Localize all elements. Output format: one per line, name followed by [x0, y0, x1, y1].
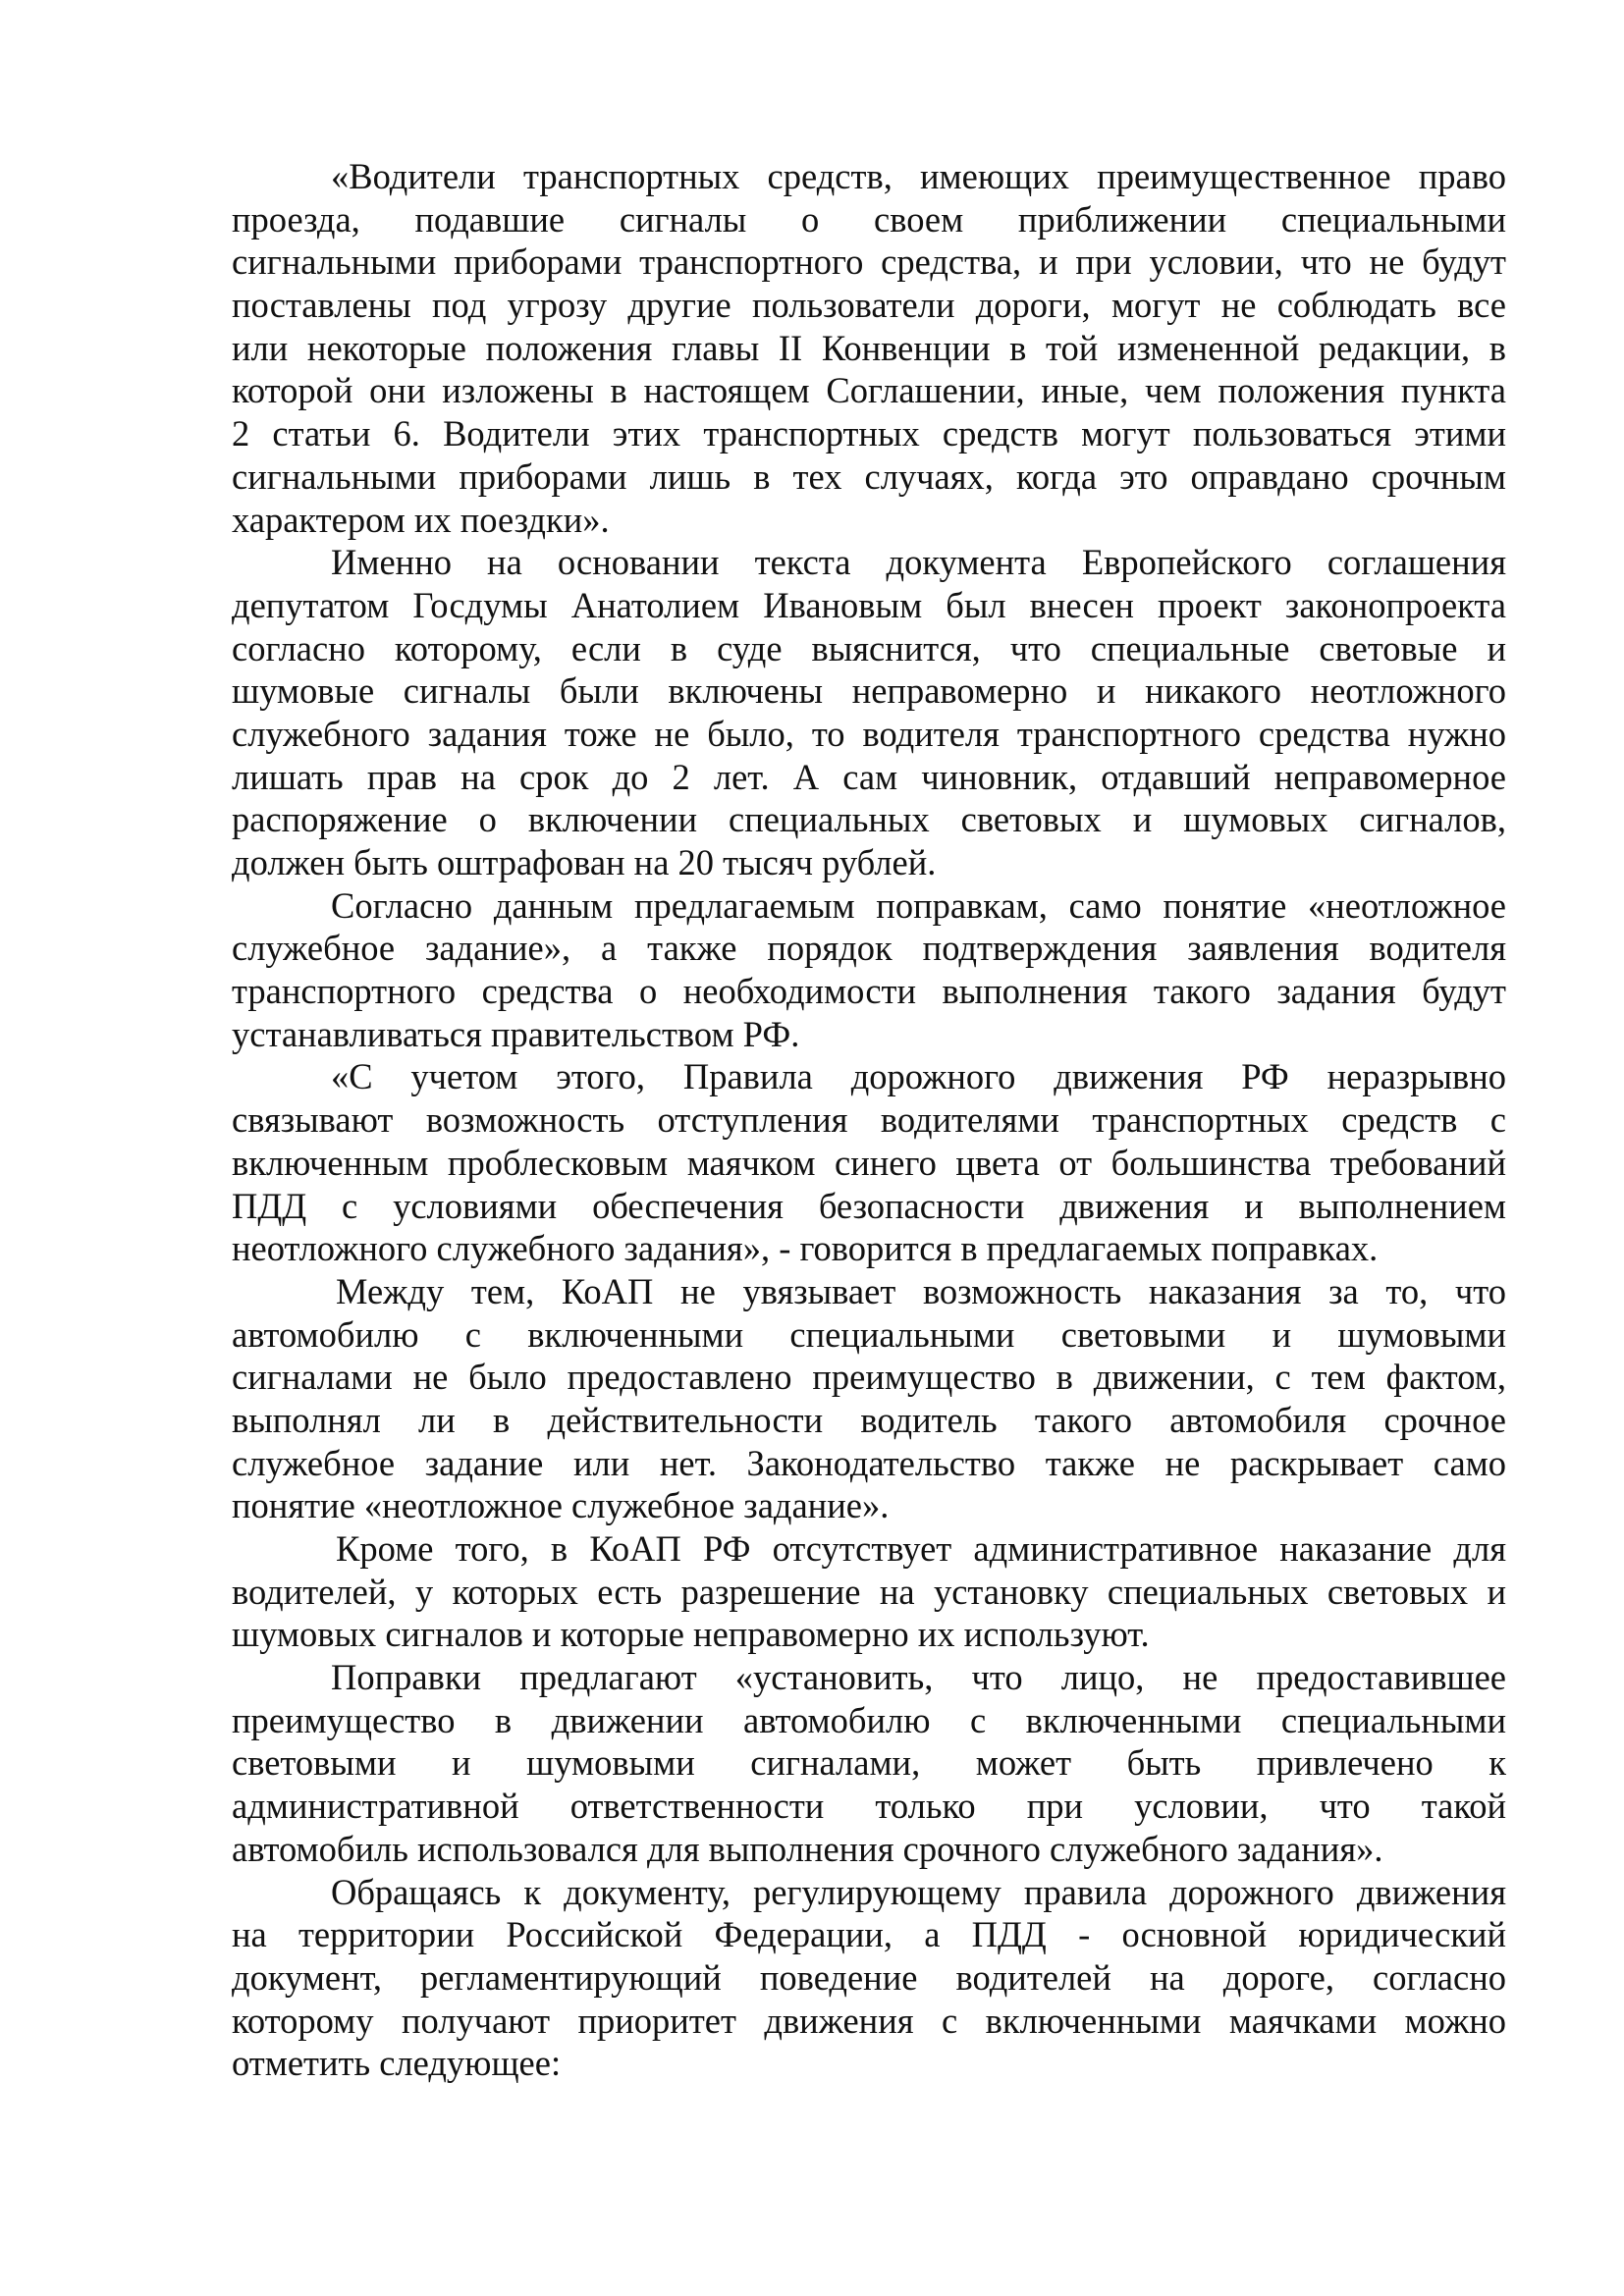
text-line: должен быть оштрафован на 20 тысяч рублей. — [232, 842, 937, 882]
text-line: транспортного средства о необходимости выполнения такого задания будут — [232, 971, 1506, 1012]
text-line: световыми и шумовыми сигналами, может быть привлечено к — [232, 1742, 1506, 1784]
text-line: устанавливаться правительством РФ. — [232, 1013, 800, 1054]
text-line: Поправки предлагают «установить, что лицо, не предоставившее — [331, 1657, 1506, 1698]
text-line: понятие «неотложное служебное задание». — [232, 1485, 890, 1526]
text-line: Согласно данным предлагаемым поправкам, само понятие «неотложное — [331, 884, 1506, 926]
text-line: 2 статьи 6. Водители этих транспортных средств могут пользоваться этими — [232, 413, 1506, 454]
text-line: проезда, подавшие сигналы о своем приближении специальными — [232, 198, 1506, 240]
text-line: Обращаясь к документу, регулирующему правила дорожного движения — [331, 1871, 1506, 1912]
text-line: служебное задание или нет. Законодательство также не раскрывает само — [232, 1442, 1506, 1483]
text-line: характером их поездки». — [232, 499, 610, 540]
text-line: лишать прав на срок до 2 лет. А сам чиновник, отдавший неправомерное — [232, 756, 1506, 797]
text-line: ПДД с условиями обеспечения безопасности движения и выполнением — [232, 1185, 1506, 1226]
paragraph-pdd-reference — [232, 1871, 1506, 2085]
text-line: включенным проблесковым маячком синего цвета от большинства требований — [232, 1142, 1506, 1183]
text-line: поставлены под угрозу другие пользователи дороги, могут не соблюдать все — [232, 285, 1506, 326]
text-line: преимущество в движении автомобилю с включенными специальными — [232, 1699, 1506, 1740]
paragraph-amendments-proposal — [232, 1656, 1506, 1870]
text-line: или некоторые положения главы II Конвенции в той измененной редакции, в — [232, 327, 1506, 368]
text-line: автомобиль использовался для выполнения срочного служебного задания». — [232, 1828, 1383, 1869]
text-line: связывают возможность отступления водителями транспортных средств с — [232, 1099, 1506, 1141]
text-line: сигнальными приборами транспортного средства, и при условии, что не будут — [232, 241, 1506, 283]
paragraph-duma-bill — [232, 541, 1506, 884]
text-line: неотложного служебного задания», - говорится в предлагаемых поправках. — [232, 1228, 1379, 1269]
text-line: распоряжение о включении специальных световых и шумовых сигналов, — [232, 799, 1506, 840]
text-line: «С учетом этого, Правила дорожного движения РФ неразрывно — [331, 1056, 1506, 1097]
text-line: шумовые сигналы были включены неправомерно и никакого неотложного — [232, 670, 1506, 712]
text-line: отметить следующее: — [232, 2043, 562, 2084]
paragraph-koap-absence — [232, 1527, 1506, 1656]
text-line: на территории Российской Федерации, а ПДД - основной юридический — [232, 1914, 1506, 1955]
text-line: которому получают приоритет движения с включенными маячками можно — [232, 2000, 1506, 2041]
text-line: Между тем, КоАП не увязывает возможность наказания за то, что — [336, 1270, 1506, 1311]
document-page — [232, 155, 1506, 2085]
text-line: автомобилю с включенными специальными световыми и шумовыми — [232, 1313, 1506, 1355]
text-line: согласно которому, если в суде выяснится, что специальные световые и — [232, 627, 1506, 668]
text-line: которой они изложены в настоящем Соглашении, иные, чем положения пункта — [232, 370, 1506, 411]
text-line: документ, регламентирующий поведение водителей на дороге, согласно — [232, 1956, 1506, 1998]
text-line: Именно на основании текста документа Европейского соглашения — [331, 542, 1506, 583]
text-line: Кроме того, в КоАП РФ отсутствует административное наказание для — [336, 1528, 1506, 1569]
text-line: выполнял ли в действительности водитель такого автомобиля срочное — [232, 1399, 1506, 1440]
text-line: шумовых сигналов и которые неправомерно их используют. — [232, 1614, 1150, 1655]
text-line: водителей, у которых есть разрешение на установку специальных световых и — [232, 1571, 1506, 1612]
paragraph-amendments-concept — [232, 884, 1506, 1056]
text-line: служебного задания тоже не было, то водителя транспортного средства нужно — [232, 713, 1506, 754]
text-line: сигналами не было предоставлено преимущество в движении, с тем фактом, — [232, 1357, 1506, 1398]
text-line: административной ответственности только при условии, что такой — [232, 1786, 1506, 1827]
text-line: служебное задание», а также порядок подтверждения заявления водителя — [232, 928, 1506, 969]
paragraph-traffic-rules-quote — [232, 1055, 1506, 1269]
text-line: «Водители транспортных средств, имеющих преимущественное право — [331, 156, 1506, 196]
paragraph-koap-linkage — [232, 1270, 1506, 1527]
paragraph-convention-quote — [232, 155, 1506, 541]
text-line: депутатом Госдумы Анатолием Ивановым был внесен проект законопроекта — [232, 584, 1506, 625]
text-line: сигнальными приборами лишь в тех случаях, когда это оправдано срочным — [232, 455, 1506, 497]
